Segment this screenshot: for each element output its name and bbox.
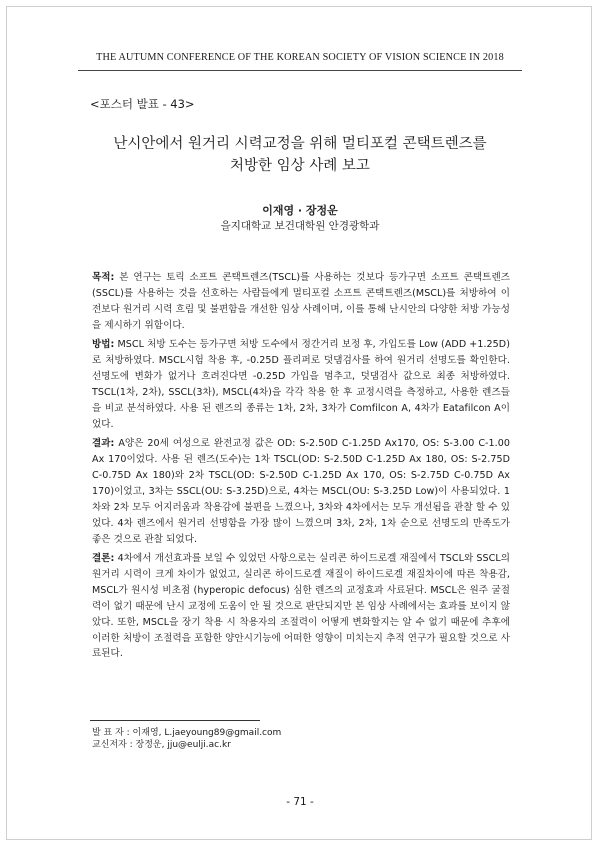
section-conclusion: [92, 551, 510, 662]
section-text-result: A양은 20세 여성으로 완전교정 값은 OD: S-2.50D C-1.25D Ax170, OS: S-3.00 C-1.00 Ax 170이었다. 사용 된 렌즈(도수)는 1차 TSCL(OD: S-2.50D C-1.25D Ax 180, OS: S-2.75D C-0.75D Ax 180)와 2차 TSCL(OD: S-2.50D C-1.25D Ax 170, OS: S-2.75D C-0.75D Ax 170)이었고, 3차는 SSCL(OU: S-3.25D)으로, 4차는 MSCL(OU: S-3.25D Low)이 사용되었다. 1차와 2차 모두 어지러움과 착용감에 불편을 느꼈으나, 3차와 4차에서는 모두 개선됨을 관찰 할 수 있었다. 4차 렌즈에서 원거리 선명함을 가장 많이 느꼈으며 3차, 2차, 1차 순으로 선명도의 만족도가 좋은 것으로 관찰 되었다.: [92, 438, 510, 545]
section-label-conclusion: 결론:: [92, 553, 115, 565]
footnote-presenter: 발 표 자 : 이재영, L.jaeyoung89@gmail.com: [92, 728, 282, 738]
section-text-purpose: 본 연구는 토릭 소프트 콘택트렌즈(TSCL)를 사용하는 것보다 등가구면 소프트 콘택트렌즈(SSCL)를 사용하는 것을 선호하는 사람들에게 멀티포컬 소프트 콘택트렌즈(MSCL)를 처방하여 이전보다 원거리 시력 흐림 및 불편함을 개선한 임상 사례이며, 이를 통해 난시안의 다양한 처방 가능성을 제시하기 위함이다.: [92, 272, 511, 331]
page-number: - 71 -: [286, 796, 314, 808]
title-line-1: 난시안에서 원거리 시력교정을 위해 멀티포컬 콘택트렌즈를: [113, 136, 487, 152]
poster-label: <포스터 발표 - 43>: [90, 97, 195, 111]
section-text-conclusion: 4차에서 개선효과를 보일 수 있었던 사항으로는 실리콘 하이드로겔 재질에서 TSCL와 SSCL의 원거리 시력이 크게 차이가 없었고, 실리콘 하이드로겔 재질이 하이드로겔 재질차이에 따른 착용감, MSCL가 원시성 비초점 (hyperopic defocus) 심한 렌즈의 교정효과 사료된다. MSCL은 원주 굴절력이 없기 때문에 난시 교정에 도움이 안 될 것으로 판단되지만 본 임상 사례에서는 효과를 보이지 않았다. 또한, MSCL을 장기 착용 시 착용자의 조절력이 어떻게 변화할지는 알 수 없기 때문에 추후에 이러한 처방이 조절력을 포함한 양안시기능에 어떠한 영향이 미치는지 추적 연구가 필요할 것으로 사료된다.: [92, 553, 511, 660]
section-label-method: 방법:: [92, 339, 115, 351]
title-line-2: 처방한 임상 사례 보고: [230, 158, 370, 174]
section-method: [92, 337, 510, 432]
conference-header: THE AUTUMN CONFERENCE OF THE KOREAN SOCIETY OF VISION SCIENCE IN 2018: [96, 52, 504, 63]
header-rule: [78, 70, 522, 71]
section-label-purpose: 목적:: [92, 272, 115, 283]
footnote-rule: [90, 720, 260, 721]
footnote-corresponding: 교신저자 : 장정운, jju@eulji.ac.kr: [92, 740, 231, 750]
authors: 이재영 · 장정운: [262, 204, 338, 217]
paper-title: [90, 133, 510, 177]
section-result: [92, 436, 510, 547]
section-text-method: MSCL 처방 도수는 등가구면 처방 도수에서 정간거리 보정 후, 가입도를 Low (ADD +1.25D)로 처방하였다. MSCL시험 착용 후, -0.25D 플리퍼로 덧댐검사를 하여 원거리 선명도를 확인한다. 선명도에 변화가 없거나 흐려진다면 -0.25D 가입을 멈추고, 덧댐검사 값으로 최종 처방하였다. TSCL(1차, 2차), SSCL(3차), MSCL(4차)을 각각 착용 한 후 교정시력을 측정하고, 사용한 렌즈들을 비교 분석하였다. 사용 된 렌즈의 종류는 1차, 2차, 3차가 Comfilcon A, 4차가 Eatafilcon A이었다.: [92, 339, 510, 430]
section-purpose: [92, 270, 510, 333]
abstract-body: [92, 270, 510, 666]
section-label-result: 결과:: [92, 438, 115, 450]
affiliation: 을지대학교 보건대학원 안경광학과: [220, 220, 380, 232]
footnote: [92, 727, 281, 751]
